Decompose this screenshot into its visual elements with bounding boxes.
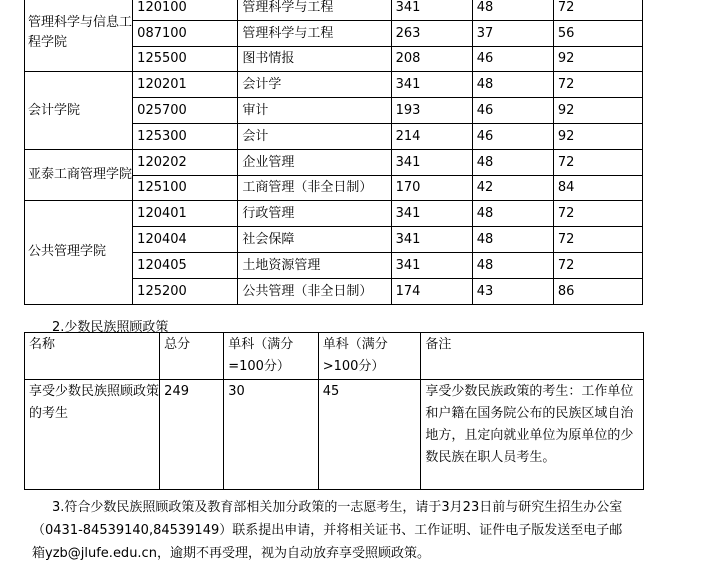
policy-total-cell: 249 [160,380,224,490]
single1-cell: 42 [472,175,553,201]
major-cell: 审计 [238,98,391,124]
total-cell: 193 [391,98,472,124]
note-line: （0431-84539140,84539149）联系提出申请，并将相关证书、工作证明、证件电子版发送至电子邮 [32,523,623,538]
total-cell: 208 [391,46,472,72]
code-cell: 120405 [133,252,238,278]
code-cell: 120202 [133,149,238,175]
major-cell: 管理科学与工程 [238,20,391,46]
single2-cell: 92 [553,98,642,124]
major-cell: 企业管理 [238,149,391,175]
single2-cell: 72 [553,252,642,278]
single2-cell: 56 [553,20,642,46]
application-note [24,496,704,565]
department-cell: 亚泰工商管理学院 [25,149,133,201]
single2-cell: 72 [553,72,642,98]
header-single-b: 单科（满分>100分） [318,333,421,380]
single1-cell: 48 [472,72,553,98]
single1-cell: 48 [472,227,553,253]
department-cell: 会计学院 [25,72,133,149]
score-table [24,0,643,305]
major-cell: 会计学 [238,72,391,98]
note-line: 箱yzb@jlufe.edu.cn，逾期不再受理，视为自动放弃享受照顾政策。 [32,546,430,561]
table-row [25,72,643,98]
major-cell: 土地资源管理 [238,252,391,278]
total-cell: 341 [391,201,472,227]
code-cell: 125100 [133,175,238,201]
single1-cell: 48 [472,149,553,175]
header-single-a: 单科（满分=100分） [224,333,319,380]
code-cell: 125200 [133,278,238,304]
header-total: 总分 [160,333,224,380]
department-cell: 管理科学与信息工程学院 [25,0,133,72]
single1-cell: 46 [472,46,553,72]
total-cell: 174 [391,278,472,304]
single2-cell: 72 [553,149,642,175]
total-cell: 263 [391,20,472,46]
single1-cell: 48 [472,0,553,20]
code-cell: 125500 [133,46,238,72]
code-cell: 120404 [133,227,238,253]
header-name: 名称 [25,333,160,380]
total-cell: 341 [391,252,472,278]
single1-cell: 48 [472,252,553,278]
total-cell: 170 [391,175,472,201]
single1-cell: 46 [472,123,553,149]
total-cell: 214 [391,123,472,149]
policy-single-a-cell: 30 [224,380,319,490]
total-cell: 341 [391,72,472,98]
section-title: 2.少数民族照顾政策 [52,320,169,335]
code-cell: 120201 [133,72,238,98]
major-cell: 工商管理（非全日制） [238,175,391,201]
single2-cell: 84 [553,175,642,201]
major-cell: 公共管理（非全日制） [238,278,391,304]
table-row [25,201,643,227]
major-cell: 社会保障 [238,227,391,253]
single1-cell: 48 [472,201,553,227]
code-cell: 120401 [133,201,238,227]
single2-cell: 72 [553,0,642,20]
major-cell: 会计 [238,123,391,149]
policy-table [24,332,644,490]
code-cell: 120100 [133,0,238,20]
total-cell: 341 [391,227,472,253]
single2-cell: 86 [553,278,642,304]
single1-cell: 43 [472,278,553,304]
department-cell: 公共管理学院 [25,201,133,304]
code-cell: 025700 [133,98,238,124]
major-cell: 图书情报 [238,46,391,72]
single1-cell: 46 [472,98,553,124]
table-header-row [25,333,644,380]
major-cell: 行政管理 [238,201,391,227]
single2-cell: 72 [553,227,642,253]
policy-remark-cell: 享受少数民族政策的考生：工作单位和户籍在国务院公布的民族区域自治地方，且定向就业单位为原单位的少数民族在职人员考生。 [421,380,644,490]
single1-cell: 37 [472,20,553,46]
table-row [25,0,643,20]
note-line: 3.符合少数民族照顾政策及教育部相关加分政策的一志愿考生，请于3月23日前与研究生招生办公室 [52,500,623,515]
table-row [25,380,644,490]
code-cell: 087100 [133,20,238,46]
header-remark: 备注 [421,333,644,380]
single2-cell: 92 [553,123,642,149]
single2-cell: 92 [553,46,642,72]
table-row [25,149,643,175]
single2-cell: 72 [553,201,642,227]
policy-single-b-cell: 45 [318,380,421,490]
policy-name-cell: 享受少数民族照顾政策的考生 [25,380,160,490]
major-cell: 管理科学与工程 [238,0,391,20]
total-cell: 341 [391,149,472,175]
total-cell: 341 [391,0,472,20]
code-cell: 125300 [133,123,238,149]
